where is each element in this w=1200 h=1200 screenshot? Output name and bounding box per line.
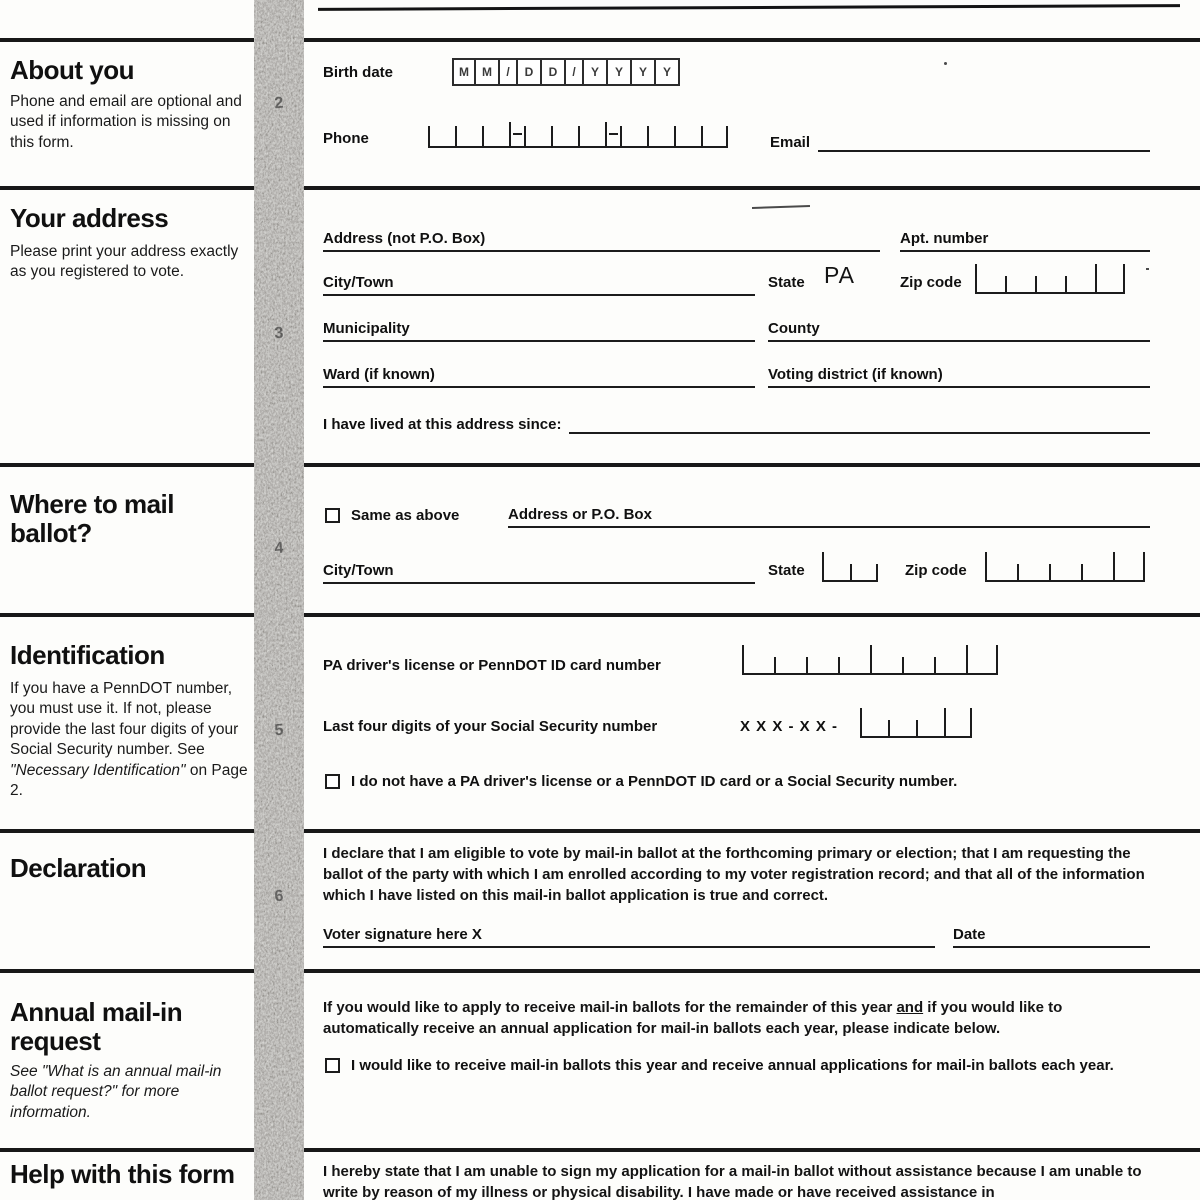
phone-comb-field[interactable] <box>428 122 728 148</box>
section-title-identification: Identification <box>10 640 165 670</box>
help-text: I hereby state that I am unable to sign my application for a mail-in ballot without assistance because I am unable to write by reason of my illness or physical disability. I have made or have received assistance in <box>323 1163 1142 1200</box>
apt-number-label: Apt. number <box>900 230 989 247</box>
voting-district-label: Voting district (if known) <box>768 366 943 383</box>
section-title-help: Help with this form <box>10 1159 235 1189</box>
zip-code-label: Zip code <box>900 274 962 291</box>
birthdate-boxes[interactable] <box>452 58 680 86</box>
county-label: County <box>768 320 820 337</box>
page-top-partial-line <box>318 4 1180 11</box>
birthdate-separator: / <box>500 58 518 86</box>
birthdate-label: Birth date <box>323 64 394 81</box>
same-as-above-checkbox[interactable] <box>325 508 340 523</box>
annual-text-part2: if you would like to automatically receive an annual application for mail-in ballots each year, please indicate below. <box>323 999 1063 1037</box>
city-town-field[interactable] <box>323 268 755 296</box>
binding-strip <box>254 0 304 1200</box>
ssn-prefix: X X X - X X - <box>740 718 839 735</box>
same-as-above-row <box>325 506 459 526</box>
municipality-field[interactable] <box>323 314 755 342</box>
mail-street-address-field[interactable] <box>508 500 1150 528</box>
section-divider <box>0 463 1200 467</box>
street-address-field[interactable] <box>323 224 880 252</box>
section-divider <box>0 829 1200 833</box>
birthdate-cell[interactable]: D <box>518 58 542 86</box>
annual-request-note: See "What is an annual mail-in ballot request?" for more information. <box>10 1063 222 1121</box>
declaration-text: I declare that I am eligible to vote by mail-in ballot at the forthcoming primary or election; that I am requesting the ballot of the party with which I am enrolled according to my voter registration record; and that all of the information which I have listed on this mail-in ballot application is true and correct. <box>323 845 1145 904</box>
section-title-annual-request: Annual mail-in request <box>10 997 183 1056</box>
birthdate-cell[interactable]: Y <box>656 58 680 86</box>
section-title-where-to-mail: Where to mail ballot? <box>10 489 174 548</box>
spine-number-6: 6 <box>273 887 285 906</box>
section-divider <box>0 1148 1200 1152</box>
zip-code-comb-field[interactable] <box>975 264 1125 294</box>
birthdate-cell[interactable]: Y <box>584 58 608 86</box>
same-as-above-label: Same as above <box>351 507 460 524</box>
mail-zip-comb-field[interactable] <box>985 552 1145 582</box>
lived-since-label: I have lived at this address since: <box>323 416 562 433</box>
identification-note-part1: If you have a PennDOT number, you must use it. If not, please provide the last four digits of your Social Security number. See <box>10 680 239 759</box>
annual-text-part1: If you would like to apply to receive mail-in ballots for the remainder of this year <box>323 999 897 1016</box>
annual-request-text <box>323 997 1153 1039</box>
section-divider <box>0 613 1200 617</box>
your-address-note: Please print your address exactly as you registered to vote. <box>10 243 239 281</box>
apt-number-field[interactable] <box>900 224 1150 252</box>
no-id-label: I do not have a PA driver's license or a PennDOT ID card or a Social Security number. <box>351 773 958 790</box>
lived-since-input-line[interactable] <box>569 406 1150 434</box>
email-input-line[interactable] <box>818 124 1150 152</box>
city-town-label: City/Town <box>323 274 394 291</box>
voter-signature-label: Voter signature here X <box>323 926 482 943</box>
mail-state-comb-field[interactable] <box>822 552 878 582</box>
identification-note <box>10 679 255 802</box>
voter-signature-field[interactable] <box>323 918 935 948</box>
ssn-comb-field[interactable] <box>860 708 972 738</box>
street-address-label: Address (not P.O. Box) <box>323 230 486 247</box>
spine-number-5: 5 <box>273 721 285 740</box>
spine-number-4: 4 <box>273 539 285 558</box>
birthdate-cell[interactable]: D <box>542 58 566 86</box>
ward-label: Ward (if known) <box>323 366 435 383</box>
about-you-note: Phone and email are optional and used if information is missing on this form. <box>10 93 242 151</box>
spine-number-3: 3 <box>273 324 285 343</box>
lived-since-field[interactable] <box>323 406 1150 434</box>
identification-note-part2: on Page 2. <box>10 761 248 800</box>
section-title-declaration: Declaration <box>10 853 147 883</box>
state-value: PA <box>824 262 855 288</box>
birthdate-cell[interactable]: M <box>476 58 500 86</box>
state-label: State <box>768 274 805 291</box>
ward-field[interactable] <box>323 360 755 388</box>
section-divider <box>0 969 1200 973</box>
identification-note-italic: "Necessary Identification" <box>10 761 186 779</box>
birthdate-cell[interactable]: M <box>452 58 476 86</box>
mail-street-address-label: Address or P.O. Box <box>508 506 652 523</box>
no-id-checkbox[interactable] <box>325 774 340 789</box>
section-divider <box>0 186 1200 190</box>
no-id-row <box>325 772 1135 792</box>
drivers-license-label: PA driver's license or PennDOT ID card number <box>323 657 661 674</box>
voting-district-field[interactable] <box>768 360 1150 388</box>
scan-stray-dot <box>944 62 947 65</box>
mail-city-town-field[interactable] <box>323 556 755 584</box>
annual-request-label: I would like to receive mail-in ballots this year and receive annual applications for mail-in ballots each year. <box>351 1057 1114 1074</box>
drivers-license-comb-field[interactable] <box>742 645 998 675</box>
spine-number-2: 2 <box>273 94 285 113</box>
annual-text-underlined-and: and <box>896 999 924 1016</box>
section-title-about-you: About you <box>10 55 135 85</box>
section-title-your-address: Your address <box>10 203 169 233</box>
phone-label: Phone <box>323 130 369 147</box>
signature-date-label: Date <box>953 926 986 943</box>
ssn-label: Last four digits of your Social Security number <box>323 718 658 735</box>
mail-state-label: State <box>768 562 805 579</box>
birthdate-cell[interactable]: Y <box>608 58 632 86</box>
email-label: Email <box>770 134 811 151</box>
mail-city-town-label: City/Town <box>323 562 394 579</box>
annual-request-row <box>325 1056 1125 1076</box>
mail-zip-code-label: Zip code <box>905 562 967 579</box>
municipality-label: Municipality <box>323 320 410 337</box>
email-field[interactable] <box>770 124 1150 152</box>
birthdate-separator: / <box>566 58 584 86</box>
birthdate-cell[interactable]: Y <box>632 58 656 86</box>
scan-stray-mark <box>752 205 810 209</box>
scan-stray-dot <box>1146 268 1149 270</box>
annual-request-checkbox[interactable] <box>325 1058 340 1073</box>
signature-date-field[interactable] <box>953 918 1150 948</box>
county-field[interactable] <box>768 314 1150 342</box>
section-divider <box>0 38 1200 42</box>
